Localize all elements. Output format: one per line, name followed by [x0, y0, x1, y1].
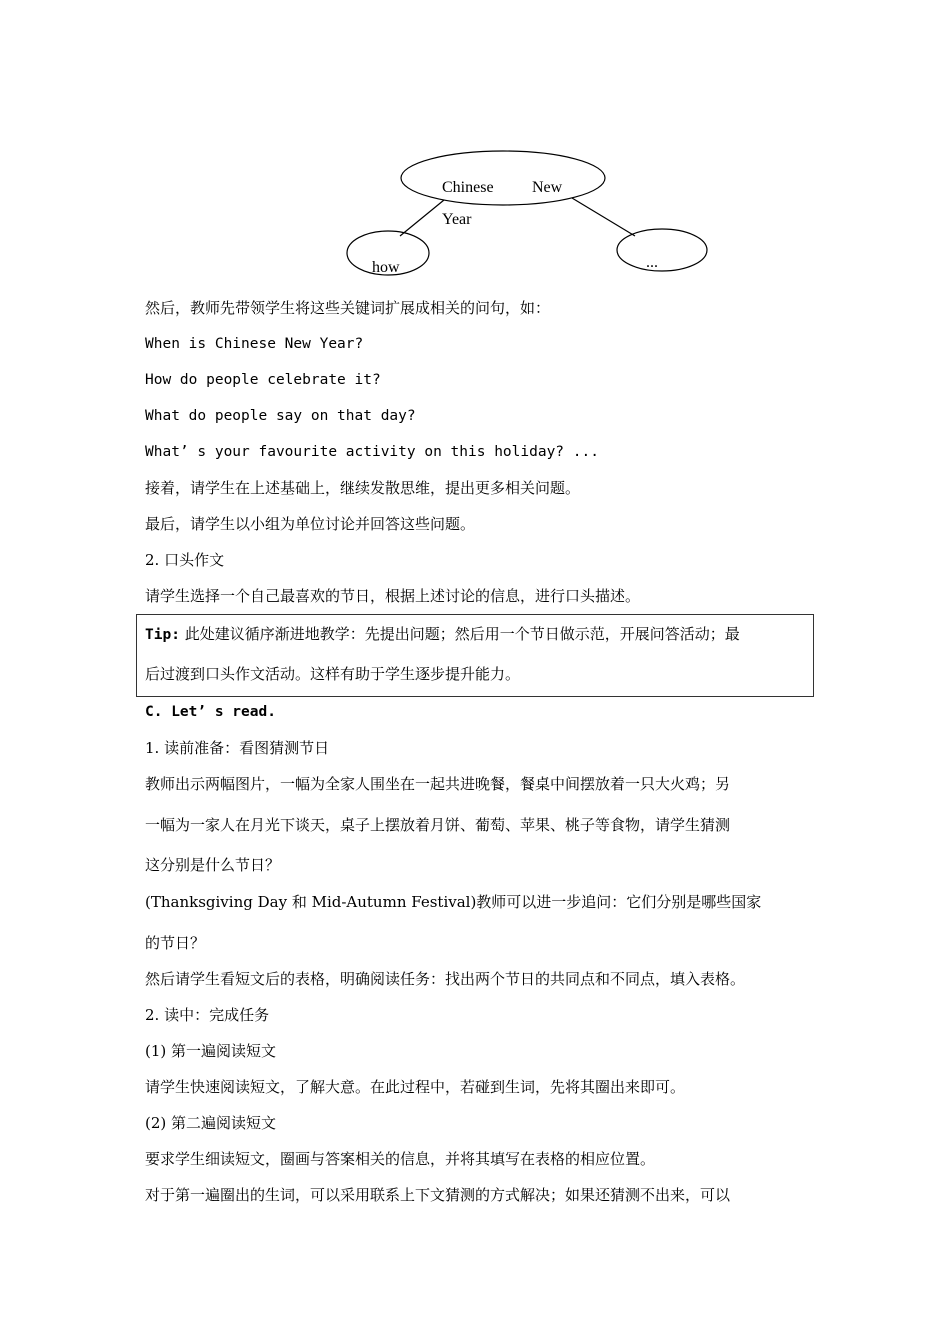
question-4: What’ s your favourite activity on this holiday? ...	[145, 444, 599, 460]
center-label-chinese: Chinese	[442, 179, 494, 196]
left-node-label: how	[372, 259, 400, 276]
section-c-step-2-a: (1) 第一遍阅读短文	[145, 1042, 277, 1060]
center-label-new: New	[532, 179, 563, 196]
right-node	[617, 229, 707, 271]
section-c-step-2-a-text: 请学生快速阅读短文，了解大意。在此过程中，若碰到生词，先将其圈出来即可。	[145, 1078, 686, 1096]
question-3: What do people say on that day?	[145, 408, 416, 424]
tip-line-2: 后过渡到口头作文活动。这样有助于学生逐步提升能力。	[145, 665, 521, 683]
section-c-step-2-b: (2) 第二遍阅读短文	[145, 1114, 277, 1132]
section-c-step-2-b-text: 要求学生细读短文，圈画与答案相关的信息，并将其填写在表格的相应位置。	[145, 1150, 656, 1168]
center-label-year: Year	[442, 211, 472, 228]
paragraph-oral-description: 请学生选择一个自己最喜欢的节日，根据上述讨论的信息，进行口头描述。	[145, 587, 641, 605]
section-c-step-1-line-4: (Thanksgiving Day 和 Mid-Autumn Festival)教师可以进一步追问：它们分别是哪些国家	[145, 893, 762, 911]
paragraph-more-questions: 接着，请学生在上述基础上，继续发散思维，提出更多相关问题。	[145, 479, 581, 497]
tip-text-1: 此处建议循序渐进地教学：先提出问题；然后用一个节日做示范，开展问答活动；最	[184, 625, 740, 643]
tip-box	[136, 614, 814, 697]
section-c-step-2-c-text: 对于第一遍圈出的生词，可以采用联系上下文猜测的方式解决；如果还猜测不出来，可以	[145, 1186, 731, 1204]
section-c-step-1-line-2: 一幅为一家人在月光下谈天，桌子上摆放着月饼、葡萄、苹果、桃子等食物，请学生猜测	[145, 816, 731, 834]
tip-label: Tip:	[145, 627, 180, 643]
right-node-label: ...	[646, 254, 658, 271]
tip-line-1	[145, 624, 740, 645]
paragraph-group-discussion: 最后，请学生以小组为单位讨论并回答这些问题。	[145, 515, 476, 533]
section-c-step-1-line-6: 然后请学生看短文后的表格，明确阅读任务：找出两个节日的共同点和不同点，填入表格。	[145, 970, 746, 988]
section-c-step-1-line-5: 的节日？	[145, 934, 206, 952]
section-c-title: C. Let’ s read.	[145, 704, 276, 720]
center-node	[401, 151, 605, 205]
section-c-step-1: 1. 读前准备：看图猜测节日	[145, 739, 330, 757]
connector-left	[400, 200, 444, 236]
section-c-step-2: 2. 读中：完成任务	[145, 1006, 270, 1024]
section-c-step-1-line-1: 教师出示两幅图片，一幅为全家人围坐在一起共进晚餐，餐桌中间摆放着一只大火鸡；另	[145, 775, 731, 793]
connector-right	[572, 198, 635, 236]
heading-oral-composition: 2. 口头作文	[145, 551, 225, 569]
question-2: How do people celebrate it?	[145, 372, 381, 388]
section-c-step-1-line-3: 这分别是什么节日？	[145, 856, 281, 874]
question-1: When is Chinese New Year?	[145, 336, 364, 352]
paragraph-expand-keywords: 然后，教师先带领学生将这些关键词扩展成相关的问句，如：	[145, 299, 551, 317]
mind-map-diagram	[340, 148, 720, 278]
